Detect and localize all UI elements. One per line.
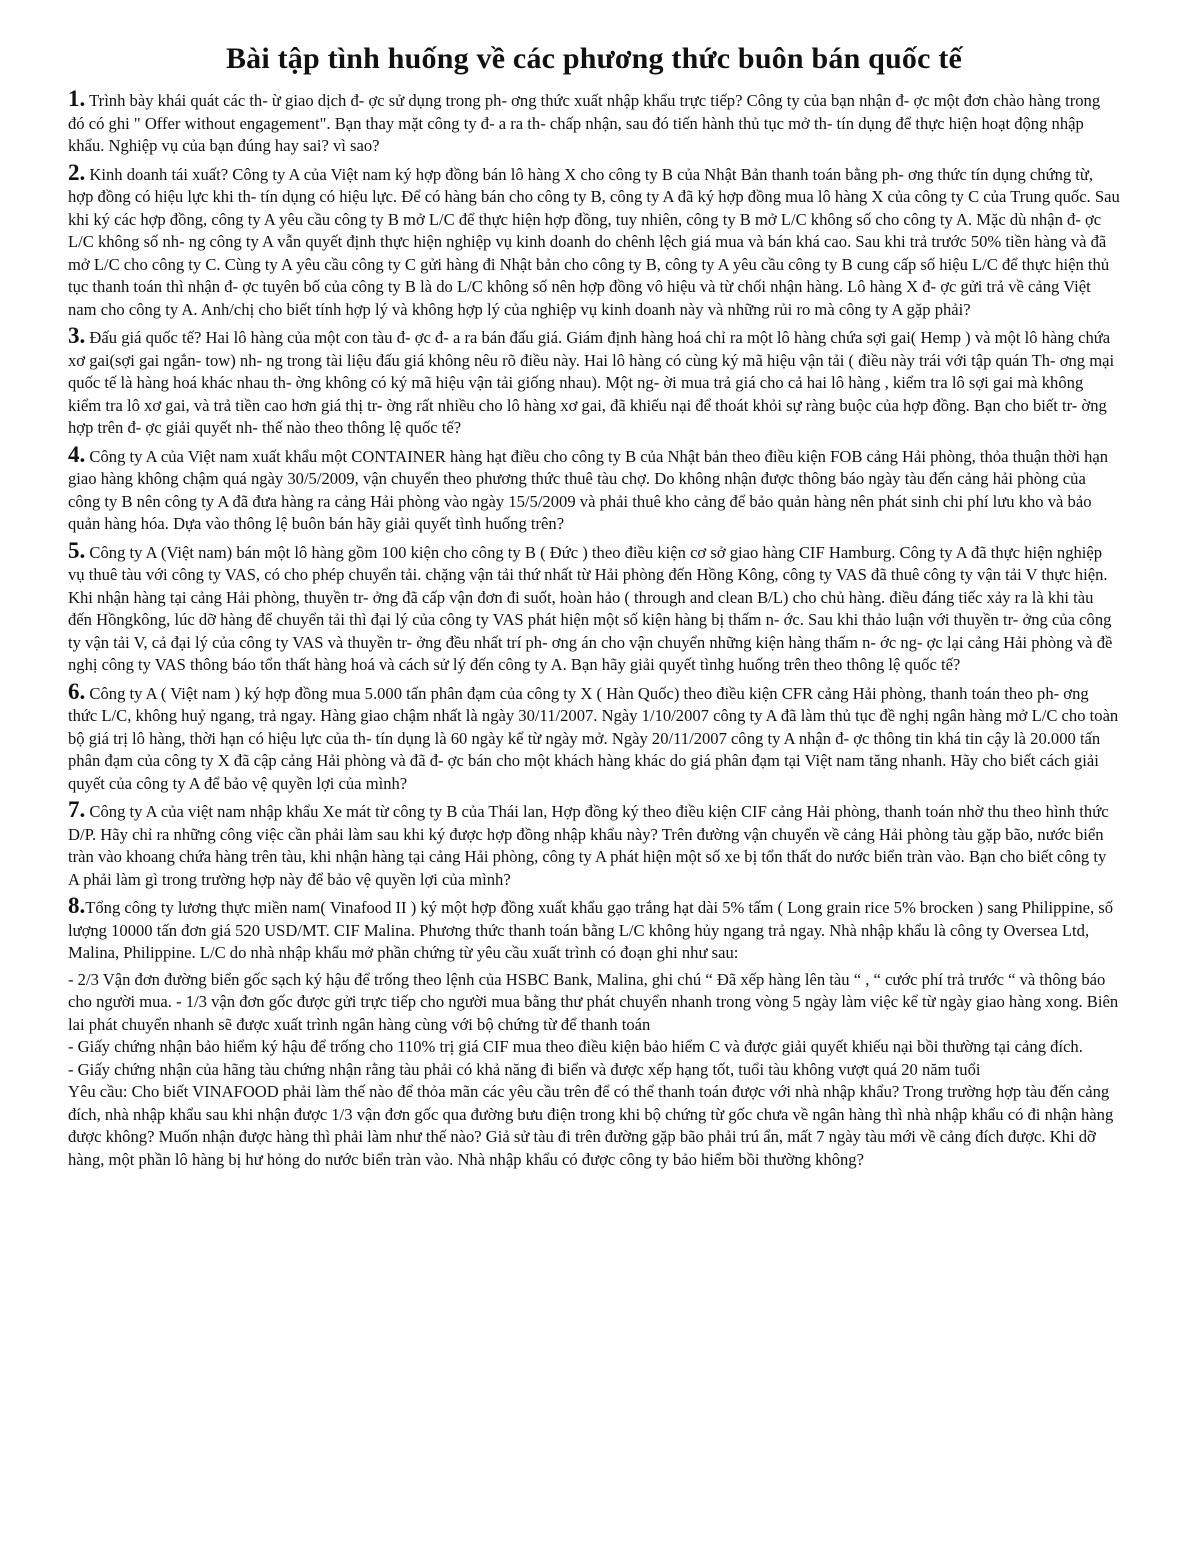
requirement-line: - 2/3 Vận đơn đường biển gốc sạch ký hậu để trống theo lệnh của HSBC Bank, Malina, ghi chú “ Đã xếp hàng lên tàu “ , “ cước phí trả trước “ và thông báo cho người mua. - 1/3 vận đơn gốc được gửi trực tiếp cho người mua bằng thư phát chuyển nhanh trong vòng 5 ngày làm việc kể từ ngày giao hàng xong. Biên lai phát chuyển nhanh sẽ được xuất trình ngân hàng cùng với bộ chứng từ để thanh toán [68,969,1119,1034]
question-number: 2. [68,159,86,185]
question-8 [68,895,1120,965]
question-6 [68,678,1120,796]
question-number: 3. [68,323,86,348]
question-number: 6. [68,678,86,704]
question-number: 8. [68,893,86,918]
question-number: 7. [68,797,86,822]
question-3 [68,325,1120,440]
question-7 [68,799,1120,891]
question-text: Công ty A ( Việt nam ) ký hợp đồng mua 5.000 tấn phân đạm của công ty X ( Hàn Quốc) theo điều kiện CFR cảng Hải phòng, thanh toán theo ph- ơng thức L/C, không huỷ ngang, trả ngay. Hàng giao chậm nhất là ngày 30/11/2007. Ngày 1/10/2007 công ty A đã làm thủ tục đề nghị ngân hàng mở L/C cho toàn bộ giá trị lô hàng, thời hạn có hiệu lực của th- tín dụng là 60 ngày kể từ ngày mở. Ngày 20/11/2007 công ty A nhận đ- ợc thông tin khá tin cậy là 20.000 tấn phân đạm của công ty X đã cập cảng Hải phòng và đã đ- ợc bán cho một khách hàng khác do giá phân đạm tại Việt nam tăng nhanh. Hãy cho biết cách giải quyết của công ty A để bảo vệ quyền lợi của mình? [68,683,1119,793]
document-title: Bài tập tình huống về các phương thức buôn bán quốc tế [225,42,963,75]
question-4 [68,441,1120,536]
question-text: Trình bày khái quát các th- ừ giao dịch đ- ợc sử dụng trong ph- ơng thức xuất nhập khẩu trực tiếp? Công ty của bạn nhận đ- ợc một đơn chào hàng trong đó có ghi " Offer without engagement". Bạn thay mặt công ty đ- a ra th- chấp nhận, sau đó tiến hành thủ tục mở th- tín dụng để thực hiện hoạt động nhập khẩu. Nghiệp vụ của bạn đúng hay sai? vì sao? [68,91,1101,155]
question-2 [68,159,1120,322]
question-number: 1. [68,86,86,111]
question-text: Công ty A (Việt nam) bán một lô hàng gồm 100 kiện cho công ty B ( Đức ) theo điều kiện cơ sở giao hàng CIF Hamburg. Công ty A đã thực hiện nghiệp vụ thuê tàu với công ty VAS, có cho phép chuyển tải. chặng vận tải thứ nhất từ Hải phòng đến Hồng Kông, công ty VAS đã thuê công ty vận tải V thực hiện. Khi nhận hàng tại cảng Hải phòng, thuyền tr- ởng đã cấp vận đơn đi suốt, hoàn hảo ( through and clean B/L) cho chủ hàng. điều đáng tiếc xảy ra là khi tàu đến Hồngkông, lúc dỡ hàng để chuyển tải thì đại lý của công ty VAS phát hiện một số kiện hàng bị thấm n- ớc. Sau khi thảo luận với thuyền tr- ởng của công ty vận tải V, cả đại lý của công ty VAS và thuyền tr- ởng đều nhất trí ph- ơng án cho vận chuyển những kiện hàng thấm n- ớc ng- ợc lại cảng Hải phòng và đề nghị công ty VAS thông báo tổn thất hàng hoá và cách sử lý đến công ty A. Bạn hãy giải quyết tìnhg huống trên theo thông lệ quốc tế? [68,542,1113,674]
question-text: Công ty A của Việt nam xuất khẩu một CONTAINER hàng hạt điều cho công ty B của Nhật bản theo điều kiện FOB cảng Hải phòng, thỏa thuận thời hạn giao hàng không chậm quá ngày 30/5/2009, vận chuyển theo phương thức thuê tàu chợ. Do không nhận được thông báo ngày tàu đến cảng hải phòng của công ty B nên công ty A đã đưa hàng ra cảng Hải phòng vào ngày 15/5/2009 và phải thuê kho cảng để bảo quản hàng nên phát sinh chi phí lưu kho và bảo quản hàng hóa. Dựa vào thông lệ buôn bán hãy giải quyết tình huống trên? [68,446,1109,533]
task-paragraph: Yêu cầu: Cho biết VINAFOOD phải làm thế nào để thỏa mãn các yêu cầu trên để có thể thanh toán được với nhà nhập khẩu? Trong trường hợp tàu đến cảng đích, nhà nhập khẩu sau khi nhận được 1/3 vận đơn gốc qua đường bưu điện trong khi bộ chứng từ gốc chưa về ngân hàng thì nhà nhập khẩu có đi nhận hàng được không? Muốn nhận được hàng thì phải làm như thế nào? Giả sử tàu đi trên đường gặp bão phải trú ẩn, mất 7 ngày tàu mới về cảng đích được. Khi dỡ hàng, một phần lô hàng bị hư hỏng do nước biển tràn vào. Nhà nhập khẩu có được công ty bảo hiểm bồi thường không? [68,1082,1114,1169]
question-number: 4. [68,441,86,467]
question-text: Tổng công ty lương thực miền nam( Vinafood II ) ký một hợp đồng xuất khẩu gạo trắng hạt dài 5% tấm ( Long grain rice 5% brocken ) sang Philippine, số lượng 10000 tấn đơn giá 520 USD/MT. CIF Malina. Phương thức thanh toán bằng L/C không hủy ngang trả ngay. Nhà nhập khẩu là công ty Oversea Ltd, Malina, Philippine. L/C do nhà nhập khẩu mở phần chứng từ yêu cầu xuất trình có đoạn ghi như sau: [68,898,1114,962]
question-5 [68,537,1120,677]
question-number: 5. [68,537,86,563]
question-text: Kinh doanh tái xuất? Công ty A của Việt nam ký hợp đồng bán lô hàng X cho công ty B của Nhật Bản thanh toán bằng ph- ơng thức tín dụng chứng từ, hợp đồng có hiệu lực khi th- tín dụng có hiệu lực. Để có hàng bán cho công ty B, công ty A đã ký hợp đồng mua lô hàng X của công ty C của Trung quốc. Sau khi ký các hợp đồng, công ty A yêu cầu công ty B mở L/C để thực hiện hợp đồng, tuy nhiên, công ty B mở L/C không số cho công ty A. Mặc dù nhận đ- ợc L/C không số nh- ng công ty A vẫn quyết định thực hiện nghiệp vụ kinh doanh do chênh lệch giá mua và bán khá cao. Sau khi trả trước 50% tiền hàng và đã mở L/C cho công ty C. Cùng ty A yêu cầu công ty C gửi hàng đi Nhật bản cho công ty B, công ty A yêu cầu công ty B cung cấp số hiệu L/C để thực hiện thủ tục thanh toán thì nhận đ- ợc tuyên bố của công ty B là do L/C không số nên hợp đồng vô hiệu và từ chối nhận hàng. Lô hàng X đ- ợc gửi trả về cảng Việt nam cho công ty A. Anh/chị cho biết tính hợp lý và không hợp lý của nghiệp vụ kinh doanh này và những rủi ro mà công ty A gặp phải? [68,164,1120,319]
requirement-line: - Giấy chứng nhận bảo hiểm ký hậu để trống cho 110% trị giá CIF mua theo điều kiện bảo hiểm C và được giải quyết khiếu nại bồi thường tại cảng đích. [68,1037,1083,1056]
question-text: Công ty A của việt nam nhập khẩu Xe mát từ công ty B của Thái lan, Hợp đồng ký theo điều kiện CIF cảng Hải phòng, thanh toán nhờ thu theo hình thức D/P. Hãy chỉ ra những công việc cần phải làm sau khi ký được hợp đồng nhập khẩu này? Trên đường vận chuyển về cảng Hải phòng tàu gặp bão, nước biển tràn vào khoang chứa hàng trên tàu, khi nhận hàng tại cảng Hải phòng, công ty A phát hiện một số xe bị tổn thất do nước biển tràn vào. Bạn cho biết công ty A phải làm gì trong trường hợp này để bảo vệ quyền lợi của mình? [68,802,1109,889]
requirement-line: - Giấy chứng nhận của hãng tàu chứng nhận rằng tàu phải có khả năng đi biển và được xếp hạng tốt, tuổi tàu không vượt quá 20 năm tuổi [68,1059,981,1079]
question-1 [68,88,1120,158]
question-text: Đấu giá quốc tế? Hai lô hàng của một con tàu đ- ợc đ- a ra bán đấu giá. Giám định hàng hoá chỉ ra một lô hàng chứa sợi gai( Hemp ) và một lô hàng chứa xơ gai(sợi gai ngắn- tow) nh- ng trong tài liệu đấu giá không nêu rõ điều này. Hai lô hàng có cùng ký mã hiệu vận tải ( điều này trái với tập quán Th- ơng mại quốc tế là hàng hoá khác nhau th- ờng không có ký mã hiệu vận tải giống nhau). Một ng- ời mua trả giá cho cả hai lô hàng , kiểm tra lô sợi gai mà không kiểm tra lô xơ gai, và trả tiền cao hơn giá thị tr- ờng rất nhiều cho lô hàng xơ gai, đã khiếu nại để thoát khỏi sự ràng buộc của hợp đồng. Bạn cho biết tr- ờng hợp trên đ- ợc giải quyết nh- thế nào theo thông lệ quốc tế? [68,328,1115,437]
document-page [68,42,1120,1171]
